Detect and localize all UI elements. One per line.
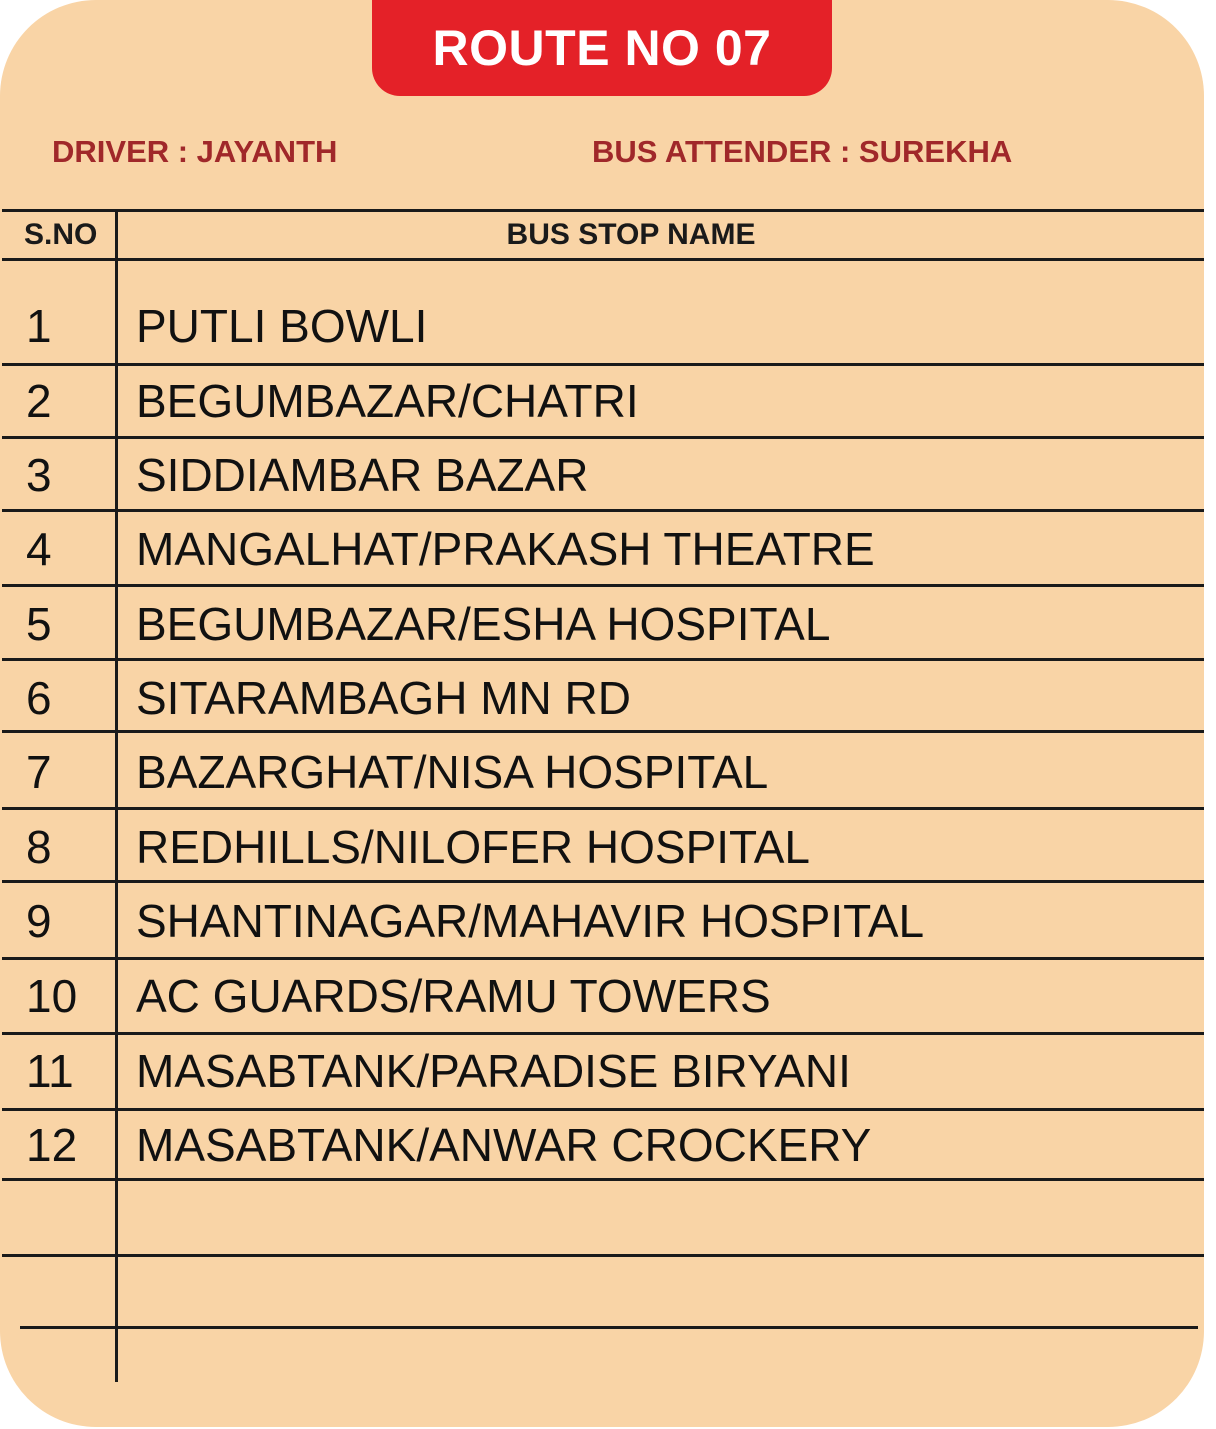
row-sno: 8: [26, 821, 52, 873]
row-bus-stop-name: REDHILLS/NILOFER HOSPITAL: [136, 821, 810, 873]
table-row: [0, 512, 1204, 586]
row-bus-stop-name: BAZARGHAT/NISA HOSPITAL: [136, 746, 769, 798]
table-row: [0, 884, 1204, 958]
row-sno: 12: [26, 1119, 78, 1171]
driver-label: DRIVER : JAYANTH: [52, 134, 338, 169]
route-title: ROUTE NO 07: [372, 0, 832, 96]
row-sno: 7: [26, 746, 52, 798]
column-header-sno: S.NO: [24, 218, 98, 251]
table-row: [0, 1034, 1204, 1108]
table-header-rule: [2, 258, 1204, 261]
table-row: [0, 810, 1204, 884]
table-row: [0, 661, 1204, 735]
row-bus-stop-name: MASABTANK/ANWAR CROCKERY: [136, 1119, 872, 1171]
row-rule: [2, 1178, 1204, 1181]
row-sno: 10: [26, 970, 78, 1022]
column-header-bus-stop-name: BUS STOP NAME: [506, 218, 756, 251]
row-bus-stop-name: PUTLI BOWLI: [136, 300, 428, 352]
row-bus-stop-name: SIDDIAMBAR BAZAR: [136, 449, 589, 501]
table-row: [0, 735, 1204, 809]
row-sno: 9: [26, 895, 52, 947]
row-sno: 1: [26, 300, 52, 352]
row-sno: 6: [26, 672, 52, 724]
row-bus-stop-name: SHANTINAGAR/MAHAVIR HOSPITAL: [136, 895, 925, 947]
table-row: [0, 289, 1204, 363]
header-column-divider: [115, 209, 118, 261]
table-row: [0, 587, 1204, 661]
empty-row-rule: [20, 1326, 1198, 1329]
row-sno: 2: [26, 375, 52, 427]
row-rule: [2, 880, 1204, 883]
table-top-rule: [2, 209, 1204, 212]
row-sno: 5: [26, 598, 52, 650]
row-bus-stop-name: AC GUARDS/RAMU TOWERS: [136, 970, 771, 1022]
table-row: [0, 364, 1204, 438]
row-sno: 3: [26, 449, 52, 501]
row-sno: 11: [26, 1045, 74, 1097]
row-bus-stop-name: BEGUMBAZAR/CHATRI: [136, 375, 639, 427]
row-bus-stop-name: SITARAMBAGH MN RD: [136, 672, 631, 724]
row-bus-stop-name: BEGUMBAZAR/ESHA HOSPITAL: [136, 598, 831, 650]
bus-attender-label: BUS ATTENDER : SUREKHA: [592, 134, 1013, 169]
row-rule: [2, 730, 1204, 733]
table-row: [0, 1108, 1204, 1182]
table-row: [0, 959, 1204, 1033]
row-bus-stop-name: MASABTANK/PARADISE BIRYANI: [136, 1045, 851, 1097]
table-row: [0, 438, 1204, 512]
empty-row-rule: [2, 1254, 1204, 1257]
row-sno: 4: [26, 523, 52, 575]
row-bus-stop-name: MANGALHAT/PRAKASH THEATRE: [136, 523, 875, 575]
